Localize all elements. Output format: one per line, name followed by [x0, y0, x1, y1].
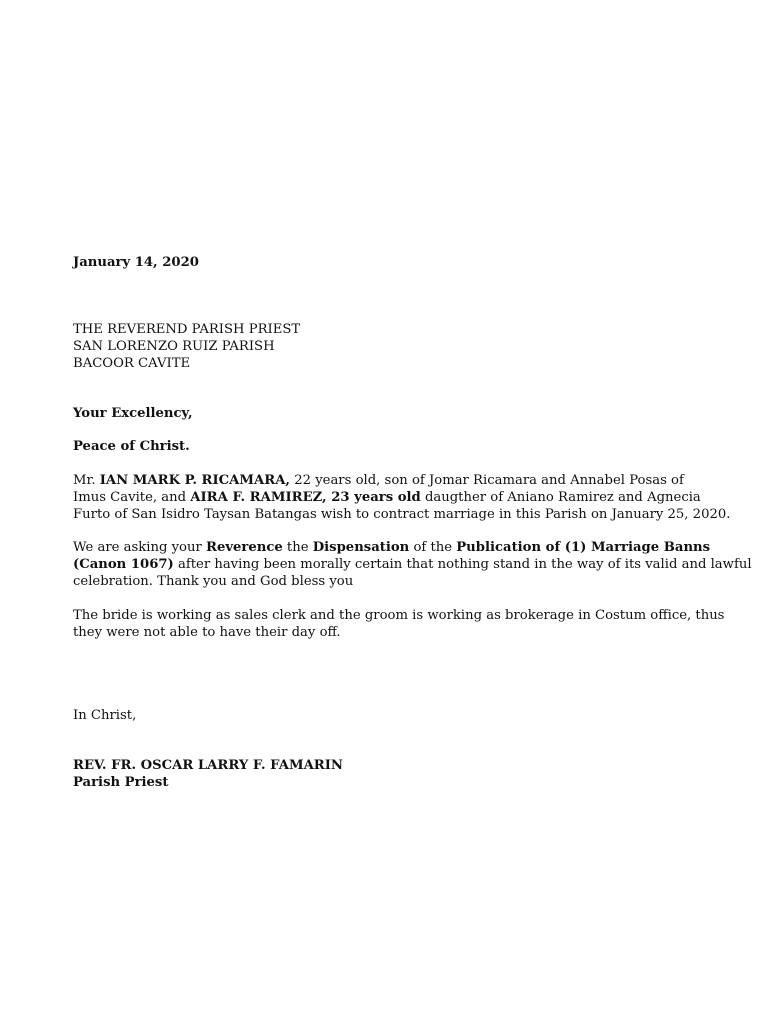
text-run: We are asking your — [73, 540, 206, 555]
addressee-line-2: SAN LORENZO RUIZ PARISH — [73, 339, 275, 354]
addressee-line-3: BACOOR CAVITE — [73, 356, 191, 371]
paragraph-3-line-2: they were not able to have their day off. — [73, 625, 341, 640]
signatory-name: REV. FR. OSCAR LARRY F. FAMARIN — [73, 758, 343, 773]
closing: In Christ, — [73, 708, 137, 723]
canon-reference: (Canon 1067) — [73, 557, 174, 572]
text-run: daugther of Aniano Ramirez and Agnecia — [420, 490, 701, 505]
text-run: 22 years old, son of Jomar Ricamara and Annabel Posas of — [290, 473, 684, 488]
text-run: of the — [409, 540, 457, 555]
addressee-line-1: THE REVEREND PARISH PRIEST — [73, 322, 301, 337]
letter-date: January 14, 2020 — [73, 255, 199, 270]
text-run: after having been morally certain that nothing stand in the way of its valid and lawful — [173, 557, 752, 572]
text-run: the — [282, 540, 313, 555]
bold-term: Dispensation — [312, 540, 410, 555]
paragraph-2-line-2 — [73, 556, 752, 573]
paragraph-1-line-3: Furto of San Isidro Taysan Batangas wish to contract marriage in this Parish on January 25, 2020. — [73, 507, 731, 522]
signatory-title: Parish Priest — [73, 775, 169, 790]
paragraph-2-line-3: celebration. Thank you and God bless you — [73, 574, 354, 589]
greeting: Peace of Christ. — [73, 439, 190, 454]
paragraph-1-line-2 — [73, 489, 701, 506]
bold-term: Publication of (1) Marriage Banns — [456, 540, 711, 555]
bold-term: Reverence — [205, 540, 283, 555]
salutation: Your Excellency, — [73, 406, 193, 421]
paragraph-2-line-1 — [73, 539, 710, 556]
groom-name: IAN MARK P. RICAMARA, — [99, 473, 291, 488]
text-run: Imus Cavite, and — [73, 490, 191, 505]
text-run: Mr. — [73, 473, 100, 488]
paragraph-3-line-1: The bride is working as sales clerk and the groom is working as brokerage in Costum office, thus — [73, 608, 725, 623]
paragraph-1-line-1 — [73, 472, 684, 489]
bride-name: AIRA F. RAMIREZ, 23 years old — [190, 490, 421, 505]
